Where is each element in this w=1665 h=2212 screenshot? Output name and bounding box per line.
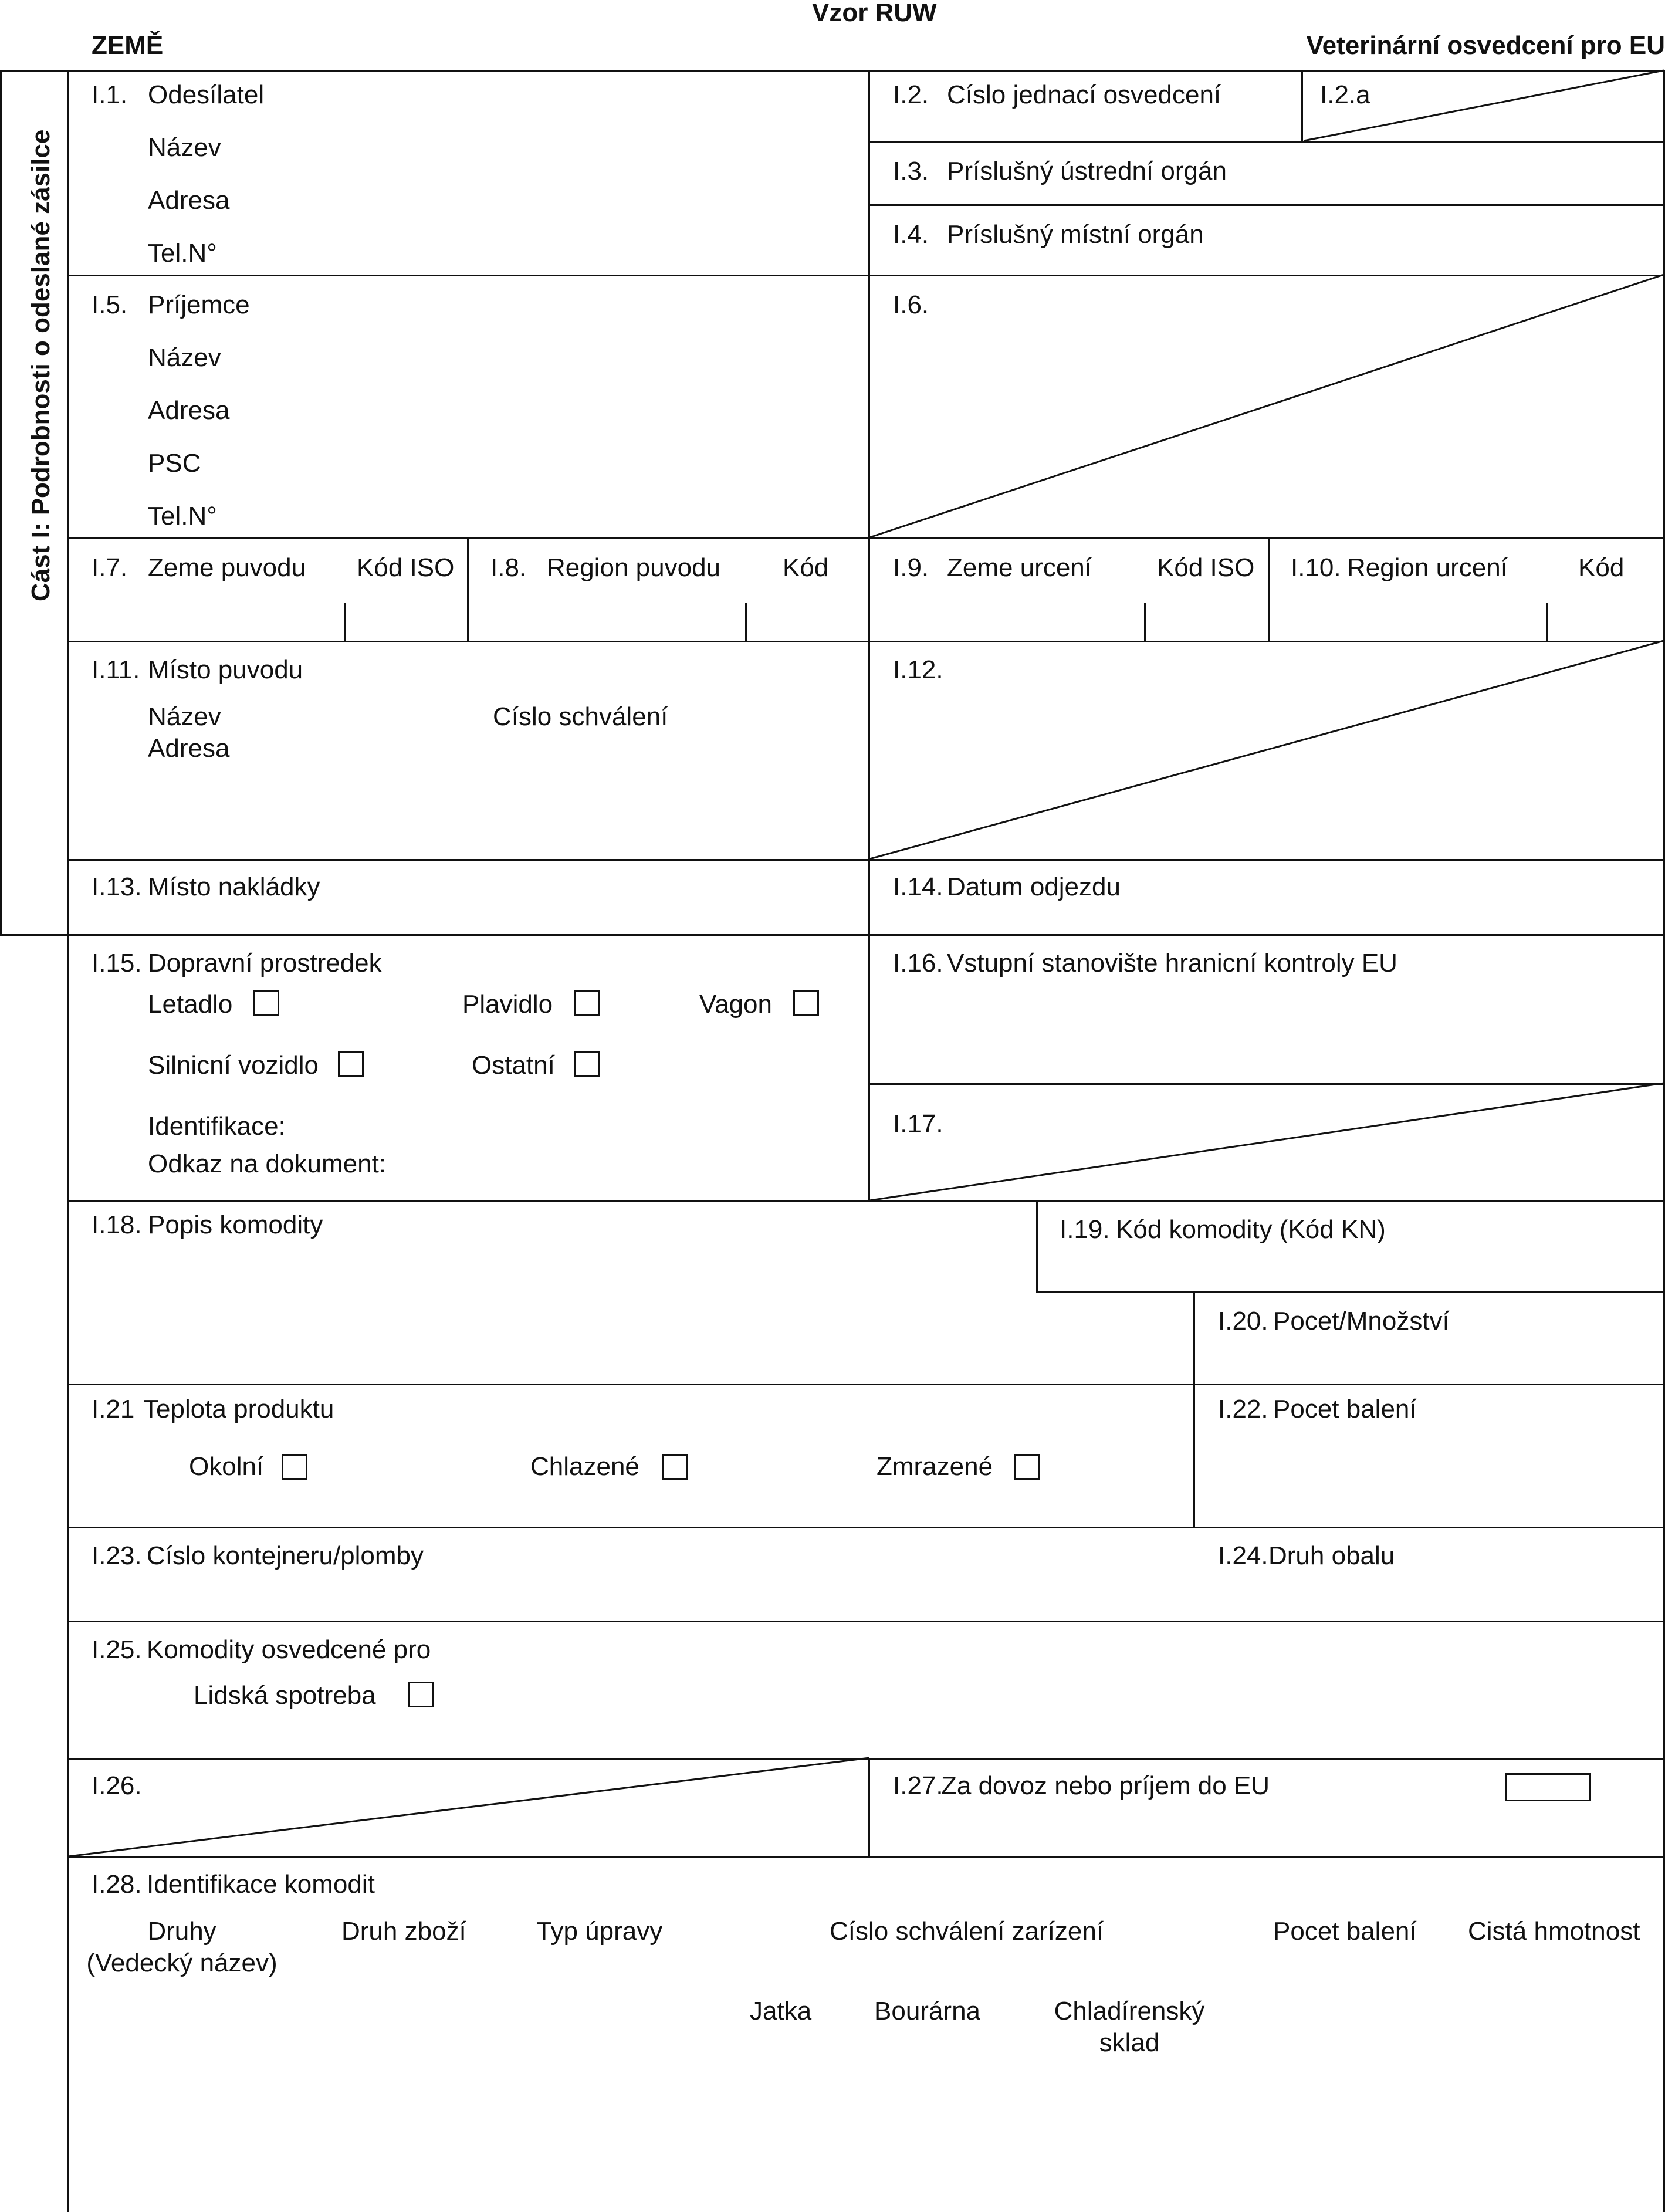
commodity-description-label: Popis komodity — [148, 1210, 323, 1239]
identification-of-commodities-label: Identifikace komodit — [147, 1870, 375, 1899]
road-vehicle-checkbox[interactable] — [338, 1051, 364, 1077]
country-label: ZEMĚ — [92, 31, 164, 60]
number-of-packages-header: Pocet balení — [1273, 1917, 1417, 1946]
field-i1-number: I.1. — [92, 80, 128, 109]
human-consumption-label: Lidská spotreba — [194, 1681, 376, 1710]
certificate-reference-label: Císlo jednací osvedcení — [947, 80, 1221, 109]
road-vehicle-label: Silnicní vozidlo — [148, 1051, 319, 1080]
country-of-origin-label: Zeme puvodu — [148, 553, 306, 582]
field-i7-number: I.7. — [92, 553, 128, 582]
country-of-destination-label: Zeme urcení — [947, 553, 1092, 582]
origin-name-label: Název — [148, 702, 221, 731]
cold-store-header-line1: Chladírenský — [1054, 1997, 1205, 2025]
container-seal-number-label: Císlo kontejneru/plomby — [147, 1541, 424, 1570]
cutting-plant-header: Bourárna — [874, 1997, 981, 2025]
consignee-name-label: Název — [148, 343, 221, 372]
approval-number-header: Císlo schválení zarízení — [830, 1917, 1104, 1946]
import-admission-label: Za dovoz nebo príjem do EU — [941, 1771, 1270, 1800]
field-i18-number: I.18. — [92, 1210, 142, 1239]
field-i26-number: I.26. — [92, 1771, 142, 1800]
consignor-name-label: Název — [148, 133, 221, 162]
commodities-certified-for-label: Komodity osvedcené pro — [147, 1635, 431, 1664]
human-consumption-checkbox[interactable] — [408, 1682, 434, 1707]
field-i20-number: I.20. — [1218, 1307, 1268, 1335]
chilled-checkbox[interactable] — [662, 1454, 688, 1480]
nature-of-commodity-header: Druh zboží — [341, 1917, 466, 1946]
frozen-checkbox[interactable] — [1014, 1454, 1040, 1480]
entry-bip-label: Vstupní stanovište hranicní kontroly EU — [947, 949, 1397, 978]
field-i24-number: I.24. — [1218, 1541, 1268, 1570]
species-header: Druhy — [147, 1917, 216, 1946]
destination-iso-code-label: Kód ISO — [1157, 553, 1255, 582]
field-i12-number: I.12. — [893, 655, 943, 684]
local-authority-label: Príslušný místní orgán — [947, 220, 1204, 249]
field-i15-number: I.15. — [92, 949, 142, 978]
number-of-packages-label: Pocet balení — [1273, 1395, 1417, 1423]
part-one-side-label: Cást I: Podrobnosti o odeslané zásilce — [26, 129, 55, 601]
field-i9-number: I.9. — [893, 553, 929, 582]
field-i5-number: I.5. — [92, 290, 128, 319]
field-i8-number: I.8. — [490, 553, 527, 582]
product-temperature-label: Teplota produktu — [143, 1395, 334, 1423]
consignor-address-label: Adresa — [148, 186, 230, 215]
region-of-destination-label: Region urcení — [1347, 553, 1508, 582]
consignee-postcode-label: PSC — [148, 449, 201, 478]
scientific-name-header: (Vedecký název) — [86, 1949, 278, 1977]
field-i17-number: I.17. — [893, 1110, 943, 1138]
field-i4-number: I.4. — [893, 220, 929, 249]
other-transport-label: Ostatní — [472, 1051, 555, 1080]
commodity-code-label: Kód komodity (Kód KN) — [1116, 1215, 1386, 1244]
consignor-label: Odesílatel — [148, 80, 265, 109]
field-i21-number: I.21 — [92, 1395, 135, 1423]
consignee-address-label: Adresa — [148, 396, 230, 425]
frozen-label: Zmrazené — [877, 1452, 993, 1481]
consignee-label: Príjemce — [148, 290, 250, 319]
region-of-origin-label: Region puvodu — [547, 553, 721, 582]
ship-label: Plavidlo — [462, 990, 553, 1019]
field-i10-number: I.10. — [1291, 553, 1341, 582]
field-i14-number: I.14. — [893, 872, 943, 901]
certificate-title: Veterinární osvedcení pro EU — [1306, 31, 1665, 60]
field-i27-number: I.27. — [893, 1771, 943, 1800]
slaughterhouse-header: Jatka — [750, 1997, 812, 2025]
railway-wagon-checkbox[interactable] — [793, 990, 819, 1016]
form-title: Vzor RUW — [812, 0, 937, 27]
destination-region-code-label: Kód — [1578, 553, 1625, 582]
document-reference-label: Odkaz na dokument: — [148, 1149, 387, 1178]
place-of-loading-label: Místo nakládky — [148, 872, 320, 901]
quantity-label: Pocet/Množství — [1273, 1307, 1450, 1335]
ship-checkbox[interactable] — [574, 990, 600, 1016]
field-i2-number: I.2. — [893, 80, 929, 109]
import-admission-box[interactable] — [1505, 1773, 1591, 1801]
departure-date-label: Datum odjezdu — [947, 872, 1121, 901]
aeroplane-label: Letadlo — [148, 990, 233, 1019]
aeroplane-checkbox[interactable] — [253, 990, 279, 1016]
place-of-origin-label: Místo puvodu — [148, 655, 303, 684]
field-i23-number: I.23. — [92, 1541, 142, 1570]
field-i6-number: I.6. — [893, 290, 929, 319]
field-i19-number: I.19. — [1060, 1215, 1110, 1244]
cold-store-header-line2: sklad — [1099, 2028, 1160, 2057]
field-i28-number: I.28. — [92, 1870, 142, 1899]
origin-approval-number-label: Císlo schválení — [493, 702, 668, 731]
field-i11-number: I.11. — [92, 655, 140, 684]
type-of-packaging-label: Druh obalu — [1268, 1541, 1395, 1570]
field-i22-number: I.22. — [1218, 1395, 1268, 1423]
consignee-tel-label: Tel.N° — [148, 502, 217, 530]
ambient-label: Okolní — [189, 1452, 264, 1481]
chilled-label: Chlazené — [530, 1452, 639, 1481]
railway-wagon-label: Vagon — [699, 990, 772, 1019]
field-i2a-number: I.2.a — [1320, 80, 1370, 109]
field-i13-number: I.13. — [92, 872, 142, 901]
other-transport-checkbox[interactable] — [574, 1051, 600, 1077]
treatment-type-header: Typ úpravy — [536, 1917, 663, 1946]
ambient-checkbox[interactable] — [282, 1454, 307, 1480]
origin-region-code-label: Kód — [783, 553, 829, 582]
field-i16-number: I.16. — [893, 949, 943, 978]
origin-address-label: Adresa — [148, 734, 230, 763]
field-i3-number: I.3. — [893, 157, 929, 185]
identification-label: Identifikace: — [148, 1112, 286, 1141]
net-weight-header: Cistá hmotnost — [1468, 1917, 1640, 1946]
central-authority-label: Príslušný ústrední orgán — [947, 157, 1227, 185]
consignor-tel-label: Tel.N° — [148, 239, 217, 268]
means-of-transport-label: Dopravní prostredek — [148, 949, 382, 978]
origin-iso-code-label: Kód ISO — [357, 553, 455, 582]
field-i25-number: I.25. — [92, 1635, 142, 1664]
